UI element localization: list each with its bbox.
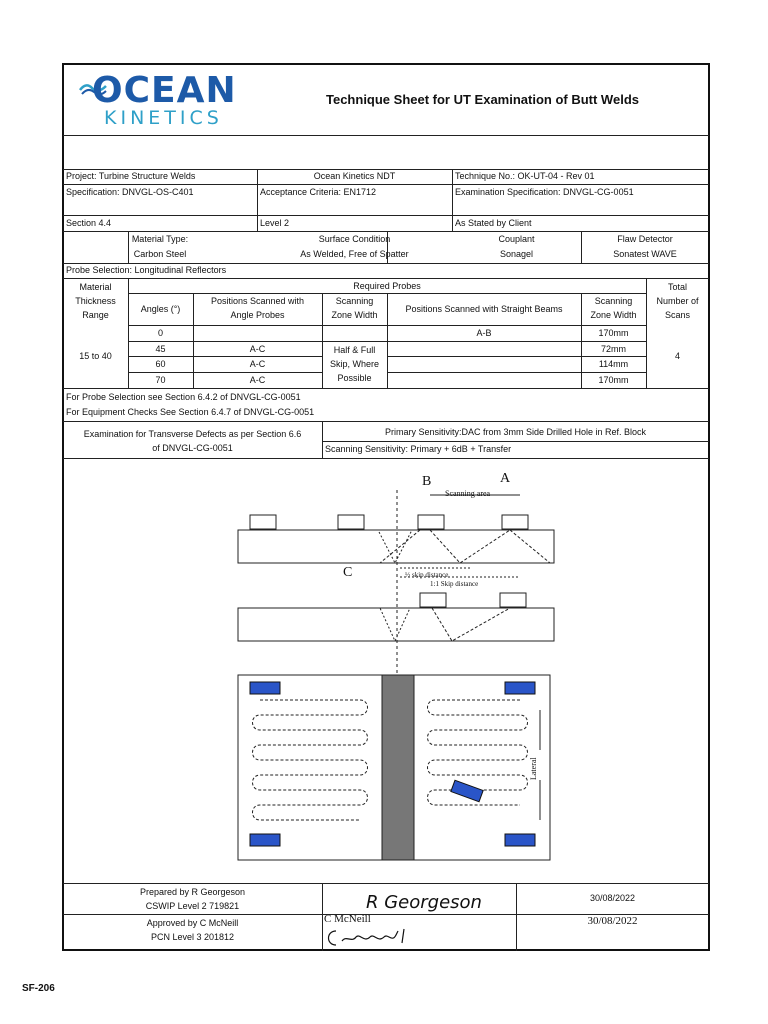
divider: [128, 356, 322, 357]
logo-kinetics: KINETICS: [104, 107, 223, 129]
table-row-width: 72mm: [600, 344, 626, 354]
surface-value: As Welded, Free of Spatter: [300, 249, 409, 259]
prepared-signature: R Georgeson: [366, 892, 482, 913]
divider: [63, 215, 709, 216]
table-row-angle-pos: A-C: [249, 375, 266, 385]
divider: [63, 263, 709, 264]
specification-field: Specification: DNVGL-OS-C401: [66, 187, 194, 197]
divider: [387, 356, 646, 357]
transverse-line-2: of DNVGL-CG-0051: [152, 443, 233, 453]
detector-value: Sonatest WAVE: [613, 249, 677, 259]
prepared-by: Prepared by R Georgeson: [139, 887, 246, 897]
th-zone2-1: Scanning: [594, 296, 633, 306]
divider: [193, 293, 194, 388]
table-row-width: 114mm: [598, 359, 629, 369]
divider: [63, 184, 709, 185]
th-angles: Angles (°): [140, 304, 181, 314]
table-row-angle-pos: A-C: [249, 359, 266, 369]
approved-name: C McNeill: [324, 913, 371, 925]
couplant-value: Sonagel: [499, 249, 534, 259]
approved-date: 30/08/2022: [587, 915, 638, 927]
transverse-line-1: Examination for Transverse Defects as per Section 6.6: [83, 429, 302, 439]
stated-field: As Stated by Client: [455, 218, 532, 228]
project-field: Project: Turbine Structure Welds: [66, 171, 196, 181]
approved-by: Approved by C McNeill: [146, 918, 239, 928]
examination-spec: Examination Specification: DNVGL-CG-0051: [455, 187, 634, 197]
prepared-date: 30/08/2022: [589, 893, 636, 903]
divider: [387, 372, 646, 373]
full-skip-label: 1:1 Skip distance: [430, 580, 479, 588]
th-material-3: Range: [82, 310, 109, 320]
thickness-range: 15 to 40: [79, 351, 112, 361]
divider: [63, 421, 709, 422]
page-title: Technique Sheet for UT Examination of Butt Welds: [326, 92, 639, 107]
table-row-angle: 0: [157, 328, 163, 338]
form-code: SF-206: [22, 983, 55, 994]
couplant-label: Couplant: [498, 234, 535, 244]
scan-diagram: [220, 470, 560, 870]
th-zone2-2: Zone Width: [590, 310, 637, 320]
table-row-angle-pos: A-C: [249, 344, 266, 354]
table-row-angle: 45: [155, 344, 166, 354]
probe-note: For Probe Selection see Section 6.4.2 of DNVGL-CG-0051: [66, 392, 301, 402]
divider: [322, 441, 709, 442]
equipment-note: For Equipment Checks See Section 6.4.7 of DNVGL-CG-0051: [66, 407, 315, 417]
th-required: Required Probes: [353, 281, 421, 291]
scanning-sensitivity: Scanning Sensitivity: Primary + 6dB + Transfer: [325, 444, 512, 454]
table-row-angle: 70: [155, 375, 166, 385]
material-type-value: Carbon Steel: [133, 249, 187, 259]
label-c: C: [343, 565, 353, 580]
divider: [63, 278, 709, 279]
section-field: Section 4.4: [66, 218, 112, 228]
logo-ocean: OCEAN: [92, 70, 237, 111]
th-angle-pos-1: Positions Scanned with: [210, 296, 305, 306]
label-b: B: [422, 474, 432, 489]
surface-label: Surface Condition: [318, 234, 391, 244]
divider: [63, 388, 709, 389]
zone-text-2: Skip, Where: [329, 359, 380, 369]
scanning-area-label: Scanning area: [445, 489, 491, 498]
divider: [63, 231, 709, 232]
th-material-1: Material: [79, 282, 112, 292]
approved-cert: PCN Level 3 201812: [150, 932, 235, 942]
acceptance-criteria: Acceptance Criteria: EN1712: [260, 187, 377, 197]
table-row-width: 170mm: [598, 375, 629, 385]
divider: [63, 169, 709, 170]
divider: [63, 458, 709, 459]
table-row-angle: 60: [155, 359, 166, 369]
prepared-cert: CSWIP Level 2 719821: [145, 901, 240, 911]
technique-number: Technique No.: OK-UT-04 - Rev 01: [455, 171, 595, 181]
divider: [581, 293, 582, 388]
probe-selection: Probe Selection: Longitudinal Reflectors: [66, 265, 227, 275]
lateral-label: Lateral: [529, 757, 538, 780]
divider: [63, 883, 709, 884]
divider: [452, 169, 453, 231]
divider: [128, 372, 322, 373]
divider: [322, 883, 323, 951]
th-zone-1: Scanning: [335, 296, 374, 306]
level-field: Level 2: [260, 218, 290, 228]
th-zone-2: Zone Width: [331, 310, 378, 320]
zone-text-1: Half & Full: [333, 345, 376, 355]
divider: [63, 135, 709, 136]
primary-sensitivity: Primary Sensitivity:DAC from 3mm Side Drilled Hole in Ref. Block: [384, 427, 647, 437]
company-field: Ocean Kinetics NDT: [313, 171, 396, 181]
total-scans: 4: [674, 351, 680, 361]
table-row-straight: A-B: [476, 328, 492, 338]
th-total-1: Total: [667, 282, 687, 292]
material-type-label: Material Type:: [131, 234, 189, 244]
label-a: A: [500, 471, 511, 486]
th-material-2: Thickness: [75, 296, 116, 306]
detector-label: Flaw Detector: [617, 234, 673, 244]
half-skip-label: ½ skip distance: [405, 571, 449, 579]
zone-text-3: Possible: [337, 373, 372, 383]
th-total-2: Number of: [656, 296, 699, 306]
th-total-3: Scans: [664, 310, 690, 320]
th-straight: Positions Scanned with Straight Beams: [405, 304, 563, 314]
divider: [646, 278, 647, 388]
approved-signature-icon: [324, 927, 414, 949]
th-angle-pos-2: Angle Probes: [230, 310, 285, 320]
table-row-width: 170mm: [598, 328, 629, 338]
